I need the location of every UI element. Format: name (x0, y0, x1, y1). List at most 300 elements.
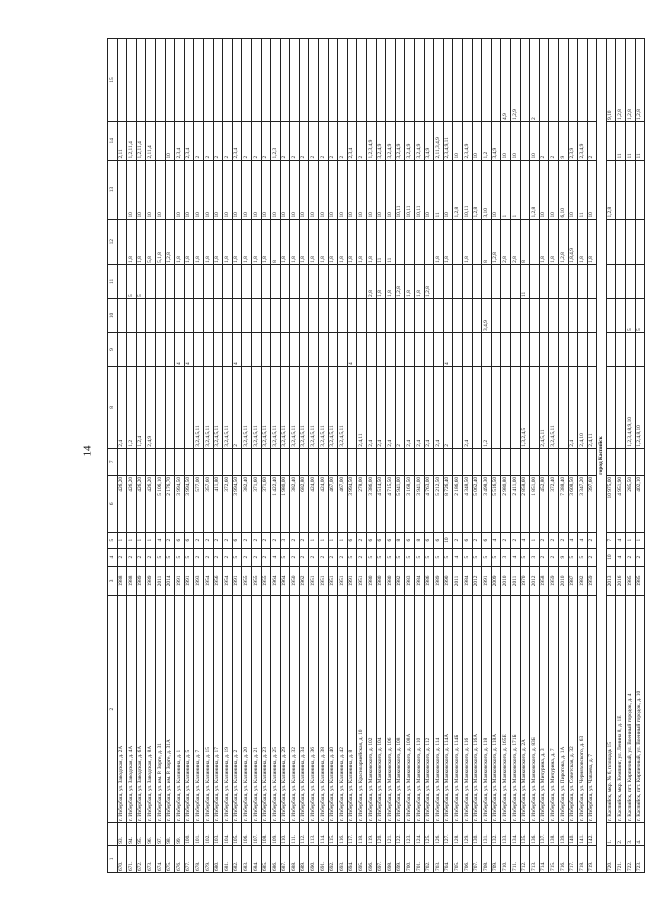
table-cell (165, 298, 175, 332)
table-cell: 1984 (415, 566, 425, 596)
table-cell: 2,3,4,9,11 (443, 121, 453, 160)
table-cell: 93. (117, 823, 127, 846)
table-cell (155, 332, 165, 366)
table-cell: г. Избербаш, ул. Маяковского, д. 114 (434, 596, 444, 823)
table-cell: 2 (165, 532, 175, 548)
table-cell: 1,8 (415, 264, 425, 298)
table-cell (223, 39, 233, 122)
table-cell: 1,8 (578, 219, 588, 264)
table-cell: 2 (549, 532, 559, 548)
table-cell: 1956 (213, 566, 223, 596)
table-cell (558, 367, 568, 449)
table-cell (376, 39, 386, 122)
table-cell: 6 (232, 532, 242, 548)
table-cell: 10 (367, 160, 377, 219)
table-cell (319, 298, 329, 332)
table-row (127, 39, 137, 873)
table-row (395, 39, 405, 873)
table-cell: 112. (299, 823, 309, 846)
column-header: 6 (108, 475, 118, 532)
table-cell: 675. (165, 845, 175, 872)
table-cell: г. Избербаш, ул. Заводская, д. 4А (127, 596, 137, 823)
table-cell: 8 (520, 219, 530, 264)
table-cell: г. Каспийск, мкр. № 6, площадь 15 (606, 596, 616, 823)
table-cell: 371,60 (261, 475, 271, 532)
table-cell: 1,8 (261, 219, 271, 264)
table-cell: 1,8 (328, 219, 338, 264)
table-cell: 3,2,4,5,11 (290, 367, 300, 449)
table-cell (539, 332, 549, 366)
table-cell: 2 (539, 548, 549, 566)
table-cell (626, 448, 636, 475)
table-cell: 285,50 (626, 475, 636, 532)
table-cell (510, 448, 520, 475)
table-cell: 1964 (280, 566, 290, 596)
table-cell (127, 448, 137, 475)
table-cell: 2 (242, 532, 252, 548)
table-cell: г. Избербаш, ул. Калинина, д. 8 (347, 596, 357, 823)
table-cell (482, 332, 492, 366)
table-cell: г. Избербаш, ул. Заводская, д. 6А (136, 596, 146, 823)
table-cell: 2 (510, 532, 520, 548)
table-cell: 2013 (606, 566, 616, 596)
table-cell: 1 (530, 532, 540, 548)
table-cell: 682,80 (299, 475, 309, 532)
table-cell: 5 (482, 548, 492, 566)
table-cell: 1,2,8 (395, 264, 405, 298)
table-cell: 5 (405, 548, 415, 566)
table-cell: 670. (117, 845, 127, 872)
table-cell: 674. (155, 845, 165, 872)
table-cell: 685. (261, 845, 271, 872)
table-cell: 118. (357, 823, 367, 846)
table-cell: 1955 (261, 566, 271, 596)
table-cell: 690. (309, 845, 319, 872)
table-cell (424, 332, 434, 366)
table-cell: 4 (520, 532, 530, 548)
table-cell: г. Избербаш, ул. Калинина, д. 17 (213, 596, 223, 823)
table-cell: 691. (319, 845, 329, 872)
table-cell (357, 448, 367, 475)
table-cell: 11 (376, 219, 386, 264)
table-cell (520, 298, 530, 332)
table-cell (175, 264, 185, 298)
table-cell (280, 448, 290, 475)
table-cell: 2,8 (367, 264, 377, 298)
table-cell: 3 994,50 (184, 475, 194, 532)
table-cell: 5 (415, 548, 425, 566)
table-cell (155, 264, 165, 298)
table-cell (578, 298, 588, 332)
table-cell (453, 219, 463, 264)
table-cell (587, 39, 597, 122)
table-cell (549, 39, 559, 122)
table-cell: 2 (338, 548, 348, 566)
table-cell: 2009 (491, 566, 501, 596)
table-cell: 1988 (117, 566, 127, 596)
table-cell: 9 (558, 548, 568, 566)
table-cell: г. Избербаш, ул. Калинина, д. 32 (290, 596, 300, 823)
table-cell: 1,2,8 (606, 160, 616, 219)
table-cell: 10 (328, 160, 338, 219)
table-cell: г. Избербаш, ул. Маяковского, д. 108 (395, 596, 405, 823)
table-cell: 140. (568, 823, 578, 846)
table-cell: 8 (271, 219, 281, 264)
table-cell: 2 (357, 532, 367, 548)
table-cell: 5 (136, 264, 146, 298)
table-cell: 2010 (558, 566, 568, 596)
table-row (424, 39, 434, 873)
table-cell: 4 (184, 332, 194, 366)
table-cell: 10 (376, 160, 386, 219)
table-cell (635, 332, 645, 366)
table-cell: г. Избербаш, ул. Калинина, д. 5 (184, 596, 194, 823)
table-row (405, 39, 415, 873)
table-cell: 96. (146, 823, 156, 846)
table-cell: 1,2,9 (510, 39, 520, 122)
table-cell: 715. (549, 845, 559, 872)
table-cell: 2 (203, 532, 213, 548)
table-row (616, 39, 626, 873)
table-cell: 1. (606, 823, 616, 846)
table-cell: 1962 (299, 566, 309, 596)
table-cell: г. Избербаш, ул. Заводская, д. 8А (146, 596, 156, 823)
table-cell: 3,2,4,5,11 (251, 367, 261, 449)
table-cell: 677. (184, 845, 194, 872)
table-cell: 3,2,4,9 (415, 121, 425, 160)
table-cell (549, 264, 559, 298)
table-row (501, 39, 511, 873)
table-cell: 1 980,00 (280, 475, 290, 532)
table-cell: 10 (175, 160, 185, 219)
table-cell: 2,4,10 (578, 367, 588, 449)
table-cell (434, 332, 444, 366)
table-cell: 1,8 (127, 219, 137, 264)
table-cell: 5 (347, 548, 357, 566)
table-cell: 5 941,00 (395, 475, 405, 532)
table-cell: 5 062,40 (472, 475, 482, 532)
table-cell: 111. (290, 823, 300, 846)
table-cell (443, 448, 453, 475)
table-cell (549, 332, 559, 366)
table-cell (395, 332, 405, 366)
table-cell: 5 (626, 298, 636, 332)
table-cell: 1,2,8 (453, 160, 463, 219)
table-cell: 1954 (203, 566, 213, 596)
table-cell: 1970 (520, 566, 530, 596)
table-cell (242, 448, 252, 475)
table-cell: 2,4 (405, 367, 415, 449)
table-cell (203, 448, 213, 475)
table-cell: 1991 (175, 566, 185, 596)
table-cell: 10 (136, 160, 146, 219)
table-cell: 5 (434, 548, 444, 566)
table-cell: 1 (117, 532, 127, 548)
table-cell: 11 (635, 121, 645, 160)
table-cell: г. Избербаш, ул. Маяковского, д. 112 (424, 596, 434, 823)
column-header: 7 (108, 448, 118, 475)
table-cell: 1,2 (482, 121, 492, 160)
table-cell: 10 (319, 160, 329, 219)
table-cell: 2 (319, 548, 329, 566)
table-cell: 4 (510, 548, 520, 566)
table-cell (223, 264, 233, 298)
column-header: 14 (108, 121, 118, 160)
table-cell: 3,2,4,9 (405, 121, 415, 160)
table-cell (290, 298, 300, 332)
table-row (491, 39, 501, 873)
table-cell: 2 (223, 532, 233, 548)
table-cell (558, 332, 568, 366)
table-cell (424, 448, 434, 475)
table-cell (491, 39, 501, 122)
table-cell: 10 (309, 160, 319, 219)
table-cell (117, 160, 127, 219)
table-cell: 1964 (271, 566, 281, 596)
table-cell: 1,8 (290, 219, 300, 264)
table-cell: 698. (386, 845, 396, 872)
table-cell: 1985 (635, 566, 645, 596)
table-cell: 2 (261, 121, 271, 160)
table-cell (530, 367, 540, 449)
table-cell (203, 332, 213, 366)
table-cell: 3,2,4,5,11 (309, 367, 319, 449)
table-cell: 3,2,4,9 (395, 121, 405, 160)
table-cell (587, 448, 597, 475)
table-cell: 1 (338, 532, 348, 548)
table-cell: 382,40 (290, 475, 300, 532)
table-cell: г. Избербаш, ул. Калинина, д. 1 (175, 596, 185, 823)
table-cell (434, 39, 444, 122)
table-cell: 707. (472, 845, 482, 872)
table-cell (606, 298, 616, 332)
table-cell (616, 367, 626, 449)
table-cell (165, 367, 175, 449)
table-cell: 11 (520, 264, 530, 298)
table-cell: 94. (127, 823, 137, 846)
table-cell: 3,2,4,5,11 (271, 367, 281, 449)
table-cell: 5 106,10 (155, 475, 165, 532)
table-cell: 2 (328, 121, 338, 160)
rotated-table-sheet (107, 38, 643, 873)
table-cell: г. Избербаш, ул. Калинина, д. 42 (338, 596, 348, 823)
table-cell: 4 (616, 548, 626, 566)
table-cell (415, 332, 425, 366)
table-cell: 1 (309, 532, 319, 548)
table-cell: 1,8 (587, 219, 597, 264)
table-cell (626, 332, 636, 366)
table-cell: г. Избербаш, ул. им. Р. Зорге, д. 31А (165, 596, 175, 823)
table-cell: 1982 (578, 566, 588, 596)
table-cell: 4 (347, 332, 357, 366)
table-cell: 2 (223, 548, 233, 566)
table-cell: 1,8 (309, 219, 319, 264)
table-cell (223, 448, 233, 475)
table-cell: 3 (530, 548, 540, 566)
table-cell: 2 (558, 532, 568, 548)
table-cell (462, 448, 472, 475)
table-cell: 113. (309, 823, 319, 846)
table-cell: 2 (357, 121, 367, 160)
table-row (194, 39, 204, 873)
table-cell: 3 994,50 (232, 475, 242, 532)
table-cell: 686. (271, 845, 281, 872)
table-cell: 1 422,40 (271, 475, 281, 532)
table-cell: 3 (501, 548, 511, 566)
section-title: город Каспийск (597, 39, 607, 873)
table-cell: 467,00 (328, 475, 338, 532)
column-header: 1 (108, 845, 118, 872)
table-cell: 2 (117, 548, 127, 566)
table-cell: 6 (347, 532, 357, 548)
table-cell: 10 (213, 160, 223, 219)
table-cell (319, 332, 329, 366)
table-cell: 700. (405, 845, 415, 872)
table-cell: 10 (453, 121, 463, 160)
table-cell: 671. (127, 845, 137, 872)
table-cell: 1987 (568, 566, 578, 596)
table-cell (578, 264, 588, 298)
table-cell (328, 264, 338, 298)
table-cell (539, 264, 549, 298)
table-cell: 2 (587, 532, 597, 548)
table-cell (626, 219, 636, 264)
table-cell (462, 332, 472, 366)
table-cell: 4 (453, 548, 463, 566)
table-cell (491, 367, 501, 449)
table-cell: 10 (232, 160, 242, 219)
table-row (635, 39, 645, 873)
table-cell: 117. (347, 823, 357, 846)
table-cell: 2,3,4 (184, 121, 194, 160)
table-cell: 10 (203, 160, 213, 219)
table-cell: 6 (184, 532, 194, 548)
table-cell: 2 (587, 548, 597, 566)
table-cell: 1,8,4,9 (568, 219, 578, 264)
table-cell: 114. (319, 823, 329, 846)
table-cell: 5 516,50 (491, 475, 501, 532)
table-cell (587, 332, 597, 366)
table-cell: 426,20 (136, 475, 146, 532)
table-cell: г. Избербаш, ул. Маяковского, д. 110 (415, 596, 425, 823)
table-cell: 1,8 (319, 219, 329, 264)
table-cell: 95. (136, 823, 146, 846)
table-cell: 1,8 (242, 219, 252, 264)
table-cell (290, 264, 300, 298)
table-cell: 6 (405, 532, 415, 548)
table-row (626, 39, 636, 873)
table-cell: 5 (443, 548, 453, 566)
table-cell: 687. (280, 845, 290, 872)
table-cell: г. Каспийск, пгт. Кирпичный, ул. Военный городок, д. 10 (635, 596, 645, 823)
table-cell: г. Избербаш, ул. Маяковского, д. 118 (482, 596, 492, 823)
table-cell (453, 367, 463, 449)
table-cell: 10 (501, 121, 511, 160)
table-cell: 2,4 (462, 367, 472, 449)
table-cell: 10 (280, 160, 290, 219)
table-cell: 6 (386, 532, 396, 548)
table-cell: 11 (434, 160, 444, 219)
table-row (146, 39, 156, 873)
table-cell: 130. (472, 823, 482, 846)
table-cell: 5 (424, 548, 434, 566)
table-cell (606, 332, 616, 366)
table-cell (443, 39, 453, 122)
table-cell: 1955 (251, 566, 261, 596)
column-header: 8 (108, 367, 118, 449)
table-cell: 2012 (472, 566, 482, 596)
table-row (549, 39, 559, 873)
table-cell (299, 332, 309, 366)
table-cell: 6 (482, 532, 492, 548)
table-cell: 1,8 (405, 264, 415, 298)
table-cell (453, 39, 463, 122)
table-cell (299, 39, 309, 122)
table-cell: г. Избербаш, ул. Красноармейская, д. 10 (357, 596, 367, 823)
table-cell: 676. (175, 845, 185, 872)
table-cell (213, 332, 223, 366)
table-cell: 127. (443, 823, 453, 846)
table-cell (155, 121, 165, 160)
table-row (136, 39, 146, 873)
table-cell: 679. (203, 845, 213, 872)
table-cell: 8 (395, 532, 405, 548)
table-cell: 120. (376, 823, 386, 846)
table-cell: 10 (587, 160, 597, 219)
table-cell: 10,11 (405, 160, 415, 219)
table-cell: 125. (424, 823, 434, 846)
table-cell (415, 39, 425, 122)
table-cell (491, 448, 501, 475)
table-row (232, 39, 242, 873)
table-row (434, 39, 444, 873)
table-cell (223, 298, 233, 332)
table-cell (453, 448, 463, 475)
table-cell (539, 39, 549, 122)
table-cell: 1 851,00 (530, 475, 540, 532)
table-cell (472, 448, 482, 475)
table-cell (213, 39, 223, 122)
table-cell (626, 160, 636, 219)
table-cell (501, 264, 511, 298)
table-cell (136, 332, 146, 366)
table-cell (510, 367, 520, 449)
table-cell: 104. (223, 823, 233, 846)
table-cell: 1,2,8 (635, 39, 645, 122)
table-cell (299, 264, 309, 298)
table-cell (203, 39, 213, 122)
table-cell: 1,8 (338, 219, 348, 264)
table-cell: 10,11 (462, 160, 472, 219)
table-cell: г. Избербаш, ул. Маяковского, д. 116 (462, 596, 472, 823)
table-cell: 3 608,50 (568, 475, 578, 532)
table-cell (117, 448, 127, 475)
table-cell: 1,2,4 (136, 367, 146, 449)
table-cell: 3,2,4,5,11 (242, 367, 252, 449)
table-row (242, 39, 252, 873)
table-cell: 6 (434, 532, 444, 548)
table-cell (319, 264, 329, 298)
table-row (415, 39, 425, 873)
table-cell (194, 448, 204, 475)
table-cell (472, 367, 482, 449)
table-cell: 2,4,9 (146, 367, 156, 449)
table-cell: 1980 (376, 566, 386, 596)
table-cell (616, 219, 626, 264)
table-cell: 10 (510, 121, 520, 160)
table-cell: 1959 (587, 566, 597, 596)
table-row (328, 39, 338, 873)
